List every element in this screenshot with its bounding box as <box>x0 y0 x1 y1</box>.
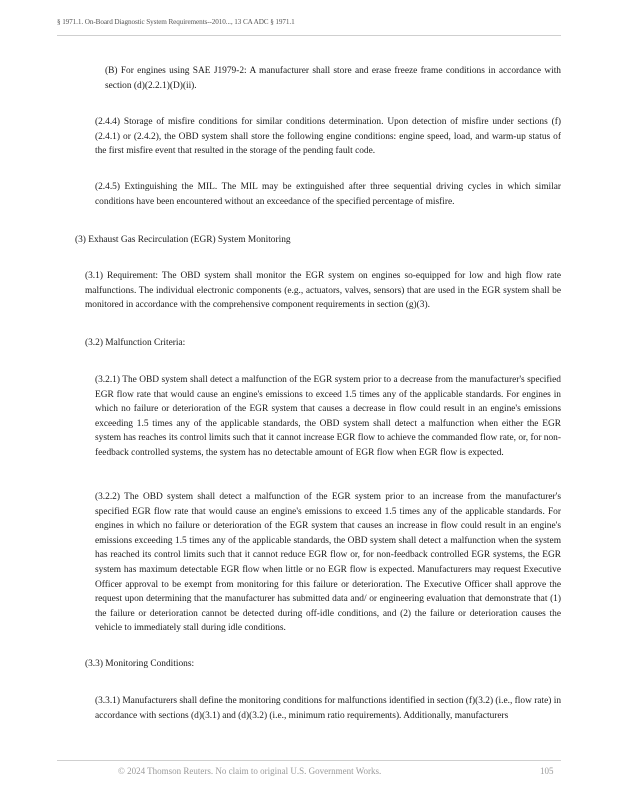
page-number: 105 <box>540 766 554 776</box>
section-heading-egr: (3) Exhaust Gas Recirculation (EGR) System Monitoring <box>75 235 291 245</box>
paragraph-3-2: (3.2) Malfunction Criteria: <box>85 338 186 348</box>
footer-divider <box>57 760 561 761</box>
paragraph-3-3: (3.3) Monitoring Conditions: <box>85 659 195 669</box>
paragraph-2-4-5: (2.4.5) Extinguishing the MIL. The MIL may be extinguished after three sequential driving cycles in which similar conditions have been encountered without an exceedance of the specified percentage of misfire. <box>95 182 561 207</box>
paragraph-3-3-1: (3.3.1) Manufacturers shall define the monitoring conditions for malfunctions identified in section (f)(3.2) (i.e., flow rate) in accordance with sections (d)(3.1) and (d)(3.2) (i.e., minimum ratio requirements). Additionally, manufacturers <box>95 696 562 721</box>
paragraph-3-2-2: (3.2.2) The OBD system shall detect a malfunction of the EGR system prior to an increase from the manufacturer's specified EGR flow rate that would cause an engine's emissions to exceed 1.5 times any of the applicable standards. For engines in which no failure or deterioration of the EGR system that causes an increase in flow could result in an engine's emissions exceeding 1.5 times any of the applicable standards, the OBD system shall detect a malfunction when the system has reached its control limits such that it cannot reduce EGR flow or, for non-feedback controlled EGR systems, the EGR system has maximum detectable EGR flow when little or no EGR flow is expected. Manufacturers may request Executive Officer approval to be exempt from monitoring for this failure or deterioration. The Executive Officer shall approve the request upon determining that the manufacturer has submitted data and/ or engineering evaluation that demonstrate that (1) the failure or deterioration cannot be detected during off-idle conditions, and (2) the failure or deterioration causes the vehicle to immediately stall during idle conditions. <box>95 492 561 634</box>
running-header: § 1971.1. On-Board Diagnostic System Requirements--2010..., 13 CA ADC § 1971.1 <box>57 18 295 26</box>
paragraph-freeze-frame: (B) For engines using SAE J1979-2: A manufacturer shall store and erase freeze frame conditions in accordance with section (d)(2.2.1)(D)(ii). <box>105 66 561 91</box>
paragraph-2-4-4: (2.4.4) Storage of misfire conditions for similar conditions determination. Upon detection of misfire under sections (f)(2.4.1) or (2.4.2), the OBD system shall store the following engine conditions: engine speed, load, and warm-up status of the first misfire event that resulted in the storage of the pending fault code. <box>95 117 561 157</box>
copyright-notice: © 2024 Thomson Reuters. No claim to original U.S. Government Works. <box>118 766 382 776</box>
header-divider <box>57 35 561 36</box>
paragraph-3-2-1: (3.2.1) The OBD system shall detect a malfunction of the EGR system prior to a decrease from the manufacturer's specified EGR flow rate that would cause an engine's emissions to exceed 1.5 times any of the applicable standards. For engines in which no failure or deterioration of the EGR system that causes a decrease in flow could result in an engine's emissions exceeding 1.5 times any of the applicable standards, the OBD system shall detect a malfunction when either the EGR system has reaches its control limits such that it cannot increase EGR flow to achieve the commanded flow rate, or, for non-feedback controlled systems, the system has no detectable amount of EGR flow when EGR flow is expected. <box>95 375 561 458</box>
paragraph-3-1: (3.1) Requirement: The OBD system shall monitor the EGR system on engines so-equipped for low and high flow rate malfunctions. The individual electronic components (e.g., actuators, valves, sensors) that are used in the EGR system shall be monitored in accordance with the comprehensive component requirements in section (g)(3). <box>85 271 561 311</box>
